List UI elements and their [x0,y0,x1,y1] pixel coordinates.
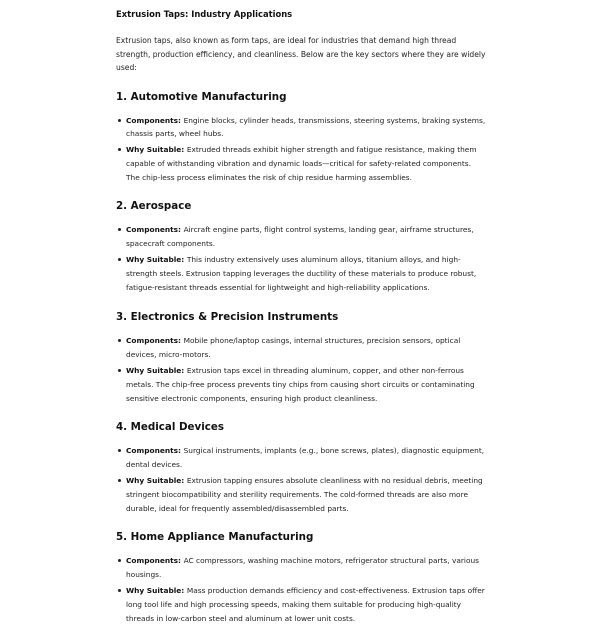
bullet-icon [118,258,121,261]
item-text: Mobile phone/laptop casings, internal structures, precision sensors, optical devices, micro-motors. [126,336,461,360]
item-label: Components: [126,556,184,566]
bullet-icon [118,479,121,482]
list-item [116,364,486,405]
bullet-icon [118,449,121,452]
list-item [116,554,486,582]
section-medical [116,420,486,515]
item-label: Why Suitable: [126,145,187,155]
bullet-icon [118,559,121,562]
list-item [116,114,486,142]
bullet-icon [118,369,121,372]
list-item [116,143,486,184]
item-label: Components: [126,115,184,125]
item-text: AC compressors, washing machine motors, refrigerator structural parts, various housings. [126,556,480,580]
list-item [116,474,486,515]
item-label: Components: [126,336,184,346]
section-heading: 4. Medical Devices [116,421,224,434]
section-heading: 1. Automotive Manufacturing [116,90,287,103]
item-label: Components: [126,225,184,235]
intro-paragraph: Extrusion taps, also known as form taps, are ideal for industries that demand high thread strength, production efficiency, and cleanliness. Below are the key sectors where they are widely used: [116,36,486,72]
bullet-list [116,114,486,185]
bullet-icon [118,339,121,342]
bullet-icon [118,119,121,122]
bullet-icon [118,228,121,231]
item-label: Why Suitable: [126,586,187,596]
list-item [116,584,486,625]
bullet-list [116,334,486,405]
bullet-list [116,554,486,625]
item-label: Why Suitable: [126,366,187,376]
list-item [116,444,486,472]
bullet-list [116,444,486,515]
section-heading: 2. Aerospace [116,200,192,213]
section-automotive [116,90,486,185]
section-electronics [116,310,486,405]
section-aerospace [116,199,486,294]
bullet-icon [118,148,121,151]
bullet-list [116,223,486,294]
item-text: This industry extensively uses aluminum alloys, titanium alloys, and high-strength steels. Extrusion tapping leverages the ductility of these materials to produce robust, fatigue-resistant threads essential for lightweight and high-reliability applications. [126,255,477,292]
item-text: Extrusion taps excel in threading aluminum, copper, and other non-ferrous metals. The chip-free process prevents tiny chips from causing short circuits or contaminating sensitive electronic components, ensuring high product cleanliness. [126,366,475,403]
list-item [116,223,486,251]
item-label: Why Suitable: [126,255,187,265]
item-label: Components: [126,446,184,456]
list-item [116,334,486,362]
section-heading: 5. Home Appliance Manufacturing [116,531,314,544]
item-text: Mass production demands efficiency and cost-effectiveness. Extrusion taps offer long tool life and high processing speeds, making them suitable for producing high-quality threads in low-carbon steel and aluminum at lower unit costs. [126,586,485,623]
item-text: Extruded threads exhibit higher strength and fatigue resistance, making them capable of withstanding vibration and dynamic loads—critical for safety-related components. The chip-less process eliminates the risk of chip residue harming assemblies. [126,145,477,182]
item-text: Engine blocks, cylinder heads, transmissions, steering systems, braking systems, chassis parts, wheel hubs. [126,115,486,139]
section-heading: 3. Electronics & Precision Instruments [116,311,339,324]
list-item [116,253,486,294]
document-title: Extrusion Taps: Industry Applications [116,9,293,19]
section-home-appliance [116,530,486,625]
item-text: Surgical instruments, implants (e.g., bone screws, plates), diagnostic equipment, dental devices. [126,446,485,470]
bullet-icon [118,589,121,592]
item-text: Aircraft engine parts, flight control systems, landing gear, airframe structures, spacecraft components. [126,225,474,249]
item-label: Why Suitable: [126,476,187,486]
item-text: Extrusion tapping ensures absolute cleanliness with no residual debris, meeting stringent biocompatibility and sterility requirements. The cold-formed threads are also more durable, ideal for frequently assembled/disassembled parts. [126,476,483,513]
